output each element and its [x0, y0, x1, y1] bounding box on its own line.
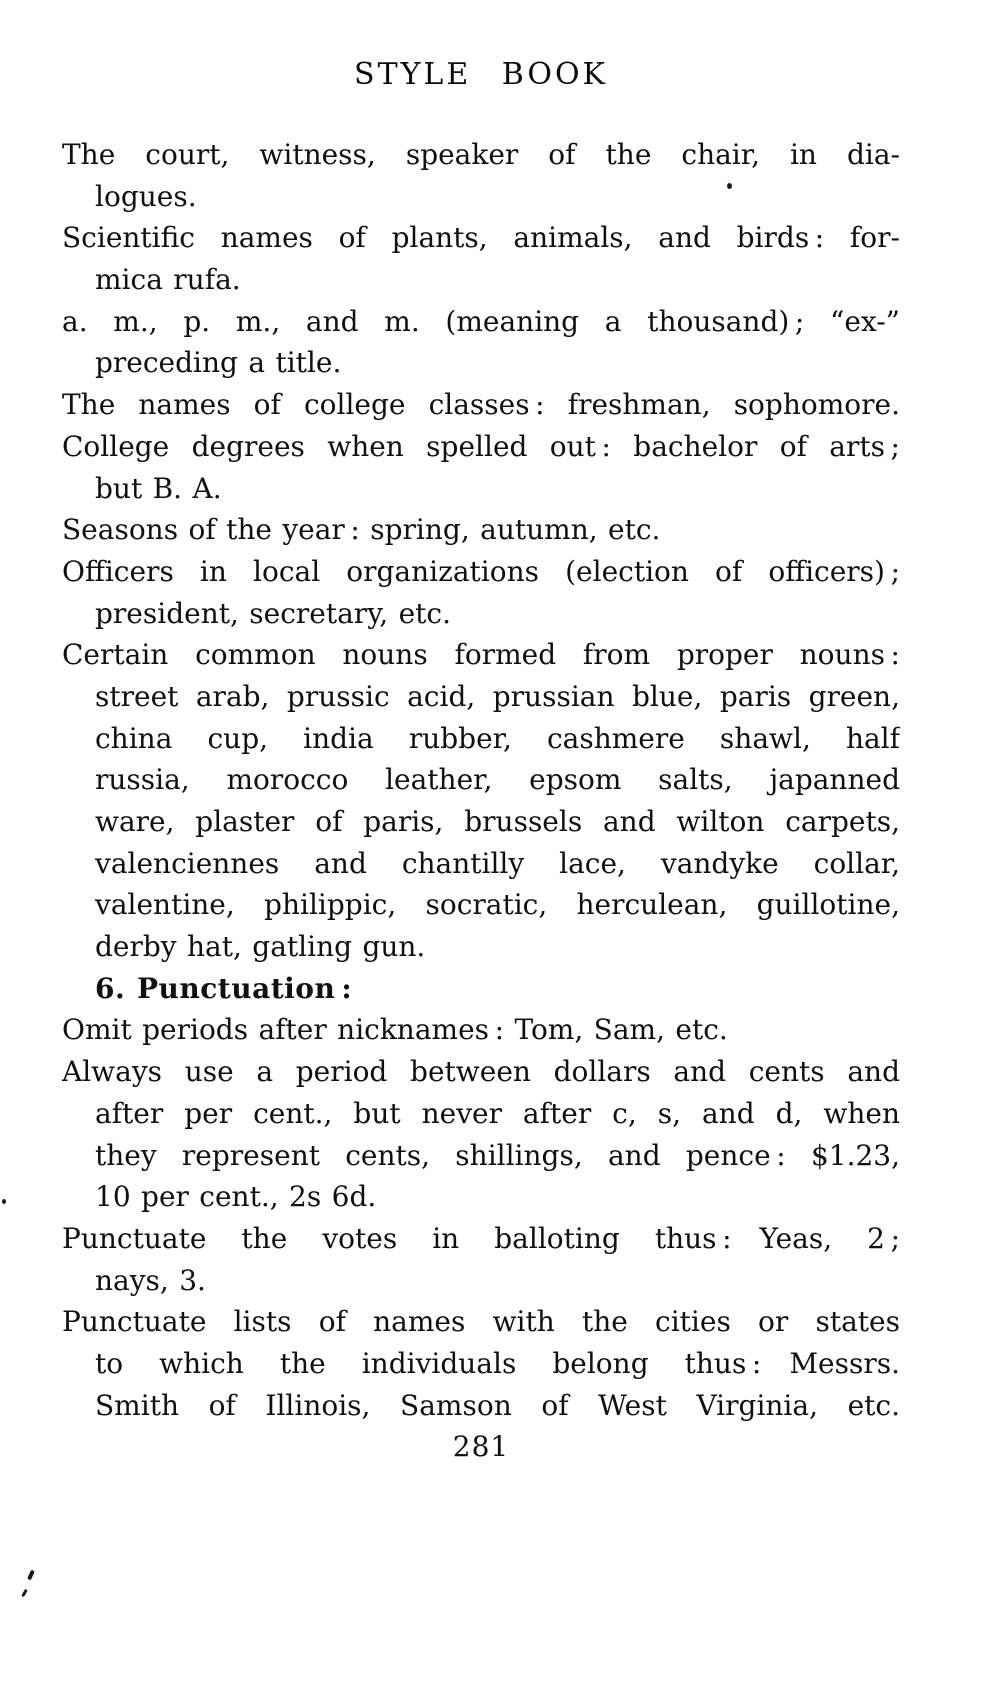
text-line: logues. — [95, 179, 197, 213]
style-rule-entry — [62, 426, 900, 509]
text-line: Always use a period between dollars and cents and — [62, 1055, 900, 1089]
text-line: china cup, india rubber, cashmere shawl, half — [95, 721, 900, 755]
text-line: ware, plaster of paris, brussels and wilton carpets, — [95, 805, 900, 838]
text-line: russia, morocco leather, epsom salts, japanned — [95, 763, 900, 797]
text-line: valenciennes and chantilly lace, vandyke collar, — [95, 846, 900, 880]
text-line: derby hat, gatling gun. — [95, 930, 426, 964]
style-rule-entry — [62, 551, 900, 634]
section — [62, 968, 900, 1010]
text-line: after per cent., but never after c, s, and d, when — [95, 1096, 900, 1130]
page-title: STYLE BOOK — [354, 57, 608, 92]
text-line: but B. A. — [95, 471, 222, 505]
page-body — [62, 134, 900, 1468]
style-rule-entry — [62, 634, 900, 968]
text-line: preceding a title. — [95, 346, 342, 380]
scan-artifact-mark — [21, 1589, 28, 1597]
scan-artifact-mark — [27, 1570, 35, 1581]
text-line: nays, 3. — [95, 1263, 206, 1297]
style-rule-entry — [62, 509, 900, 551]
scan-artifact-dot — [2, 1199, 6, 1204]
text-line: The names of college classes : freshman, sophomore. — [62, 388, 900, 422]
section-heading: 6. Punctuation : — [95, 971, 353, 1005]
text-line: valentine, philippic, socratic, herculean, guillotine, — [95, 888, 900, 922]
style-rule-entry — [62, 134, 900, 217]
style-rule-entry — [62, 301, 900, 384]
style-rule-entry — [62, 217, 900, 300]
text-line: Certain common nouns formed from proper nouns : — [62, 638, 900, 672]
text-line: Officers in local organizations (election of officers) ; — [62, 554, 900, 588]
text-line: a. m., p. m., and m. (meaning a thousand) ; “ex-” — [62, 304, 900, 338]
text-line: Punctuate the votes in balloting thus : Yeas, 2 ; — [62, 1221, 900, 1255]
text-line: The court, witness, speaker of the chair, in dia- — [62, 138, 900, 171]
style-rule-entry — [62, 1051, 900, 1218]
style-rule-entry — [62, 1218, 900, 1301]
text-line: College degrees when spelled out : bachelor of arts ; — [62, 429, 900, 463]
text-line: they represent cents, shillings, and pence : $1.23, — [95, 1138, 900, 1172]
text-line: to which the individuals belong thus : Messrs. — [95, 1346, 900, 1380]
text-line: Seasons of the year : spring, autumn, etc. — [62, 513, 661, 547]
page-number: 281 — [452, 1430, 510, 1464]
style-rule-entry — [62, 1009, 900, 1051]
text-line: Scientific names of plants, animals, and birds : for- — [62, 221, 900, 255]
text-line: Punctuate lists of names with the cities or states — [62, 1305, 900, 1339]
scan-artifact-dot — [727, 183, 732, 189]
style-rule-entry — [62, 384, 900, 426]
text-line: Smith of Illinois, Samson of West Virginia, etc. — [95, 1388, 900, 1422]
text-line: Omit periods after nicknames : Tom, Sam, etc. — [62, 1013, 728, 1047]
text-line: mica rufa. — [95, 263, 241, 297]
style-rule-entry — [62, 1301, 900, 1426]
text-line: street arab, prussic acid, prussian blue, paris green, — [95, 679, 900, 713]
text-line: 10 per cent., 2s 6d. — [95, 1180, 377, 1214]
text-line: president, secretary, etc. — [95, 596, 451, 630]
